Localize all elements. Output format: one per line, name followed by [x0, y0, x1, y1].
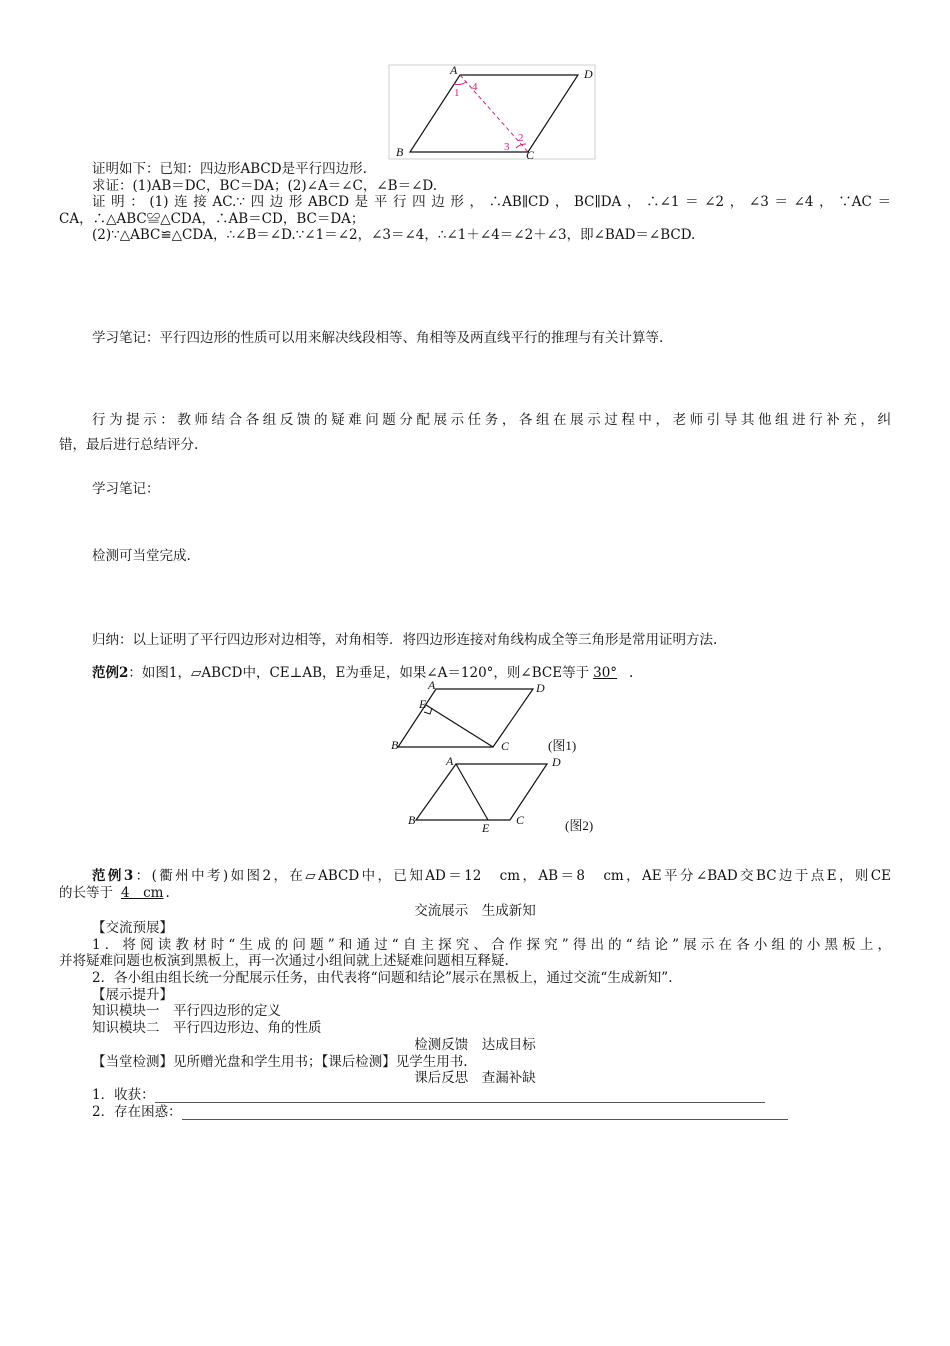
example-3-end: . — [165, 885, 170, 901]
label-d: D — [584, 67, 593, 81]
section-reflect-title: 课后反思 查漏补缺 — [414, 1070, 536, 1086]
angle-label-2: 2 — [518, 132, 524, 144]
proof-step2: (2)∵△ABC≌△CDA，∴∠B＝∠D.∵∠1＝∠2，∠3＝∠4，∴∠1＋∠4＝∠2＋∠3，即∠BAD＝∠BCD. — [92, 227, 696, 243]
example-3-answer: 4 cm — [121, 885, 164, 901]
figure-1-caption: (图1) — [548, 738, 577, 753]
angle-arc-c — [516, 144, 526, 148]
angle-label-1: 1 — [454, 87, 460, 99]
figure-1-label-e: E — [419, 697, 427, 711]
example-3-line2 — [59, 885, 170, 901]
preview-heading: 【交流预展】 — [92, 920, 173, 936]
study-note-2: 学习笔记： — [92, 481, 160, 497]
figure-1 — [388, 677, 628, 761]
example-3-text2: 的长等于 — [59, 885, 113, 901]
figure-2-parallelogram — [416, 764, 547, 820]
figure-2 — [400, 754, 625, 842]
label-b: B — [396, 145, 404, 159]
label-a: A — [450, 64, 458, 77]
reflect-gains-label: 1．收获： — [92, 1087, 155, 1103]
example-3-line1 — [92, 868, 891, 884]
example-2-end: . — [629, 665, 634, 681]
example-2-label: 范例2 — [92, 665, 129, 681]
top-parallelogram-figure — [388, 64, 598, 166]
section-exchange-title: 交流展示 生成新知 — [414, 903, 536, 919]
proof-given: 证明如下：已知：四边形ABCD是平行四边形. — [92, 161, 367, 177]
behavior-hint-line2: 错，最后进行总结评分. — [59, 437, 199, 453]
reflect-gains-blank[interactable] — [155, 1090, 765, 1103]
example-3-label: 范例3 — [92, 868, 134, 884]
figure-2-label-c: C — [516, 813, 525, 827]
figure-2-label-a: A — [446, 754, 454, 768]
knowledge-module-1: 知识模块一 平行四边形的定义 — [92, 1003, 281, 1019]
proof-prove: 求证：(1)AB＝DC，BC＝DA；(2)∠A＝∠C，∠B＝∠D. — [92, 178, 438, 194]
figure-1-label-d: D — [536, 681, 545, 695]
reflect-confusion-label: 2．存在困惑： — [92, 1104, 182, 1120]
figure-1-label-b: B — [391, 738, 399, 752]
figure-2-label-e: E — [482, 821, 490, 835]
summary-text: 归纳：以上证明了平行四边形对边相等，对角相等．将四边形连接对角线构成全等三角形是常用证明方法. — [92, 632, 718, 648]
proof-step1-line1: 证明：(1)连接AC.∵四边形ABCD是平行四边形，∴AB∥CD，BC∥DA，∴∠1＝∠2，∠3＝∠4，∵AC＝ — [92, 194, 891, 210]
example-2-answer: 30° — [593, 665, 618, 681]
angle-label-4: 4 — [472, 81, 478, 93]
reflect-confusion — [92, 1104, 788, 1120]
knowledge-module-2: 知识模块二 平行四边形边、角的性质 — [92, 1020, 322, 1036]
reflect-gains — [92, 1087, 765, 1103]
figure-border — [389, 65, 595, 159]
example-2-text: ：如图1，▱ABCD中，CE⊥AB，E为垂足，如果∠A＝120°，则∠BCE等于 — [128, 665, 590, 681]
reflect-confusion-blank[interactable] — [182, 1107, 788, 1120]
preview-item-1-line1: 1．将阅读教材时“生成的问题”和通过“自主探究、合作探究”得出的“结论”展示在各小组的小黑板上， — [92, 937, 891, 953]
figure-2-caption: (图2) — [565, 818, 594, 833]
detect-note: 检测可当堂完成. — [92, 548, 191, 564]
figure-1-label-a: A — [428, 678, 436, 692]
figure-2-segment-ae — [456, 764, 488, 820]
figure-1-segment-ce — [426, 705, 493, 747]
improve-heading: 【展示提升】 — [92, 987, 173, 1003]
example-3-text: ：(衢州中考)如图2，在▱ABCD中，已知AD＝12 cm，AB＝8 cm，AE平分∠BAD交BC边于点E，则CE — [133, 868, 891, 884]
detect-line: 【当堂检测】见所赠光盘和学生用书；【课后检测】见学生用书. — [92, 1054, 468, 1070]
preview-item-2: 2．各小组由组长统一分配展示任务，由代表将“问题和结论”展示在黑板上，通过交流“生成新知”. — [92, 970, 673, 986]
proof-step1-line2: CA，∴△ABC≌△CDA，∴AB＝CD，BC＝DA； — [59, 211, 365, 227]
preview-item-1-line2: 并将疑难问题也板演到黑板上，再一次通过小组间就上述疑难问题相互释疑. — [59, 953, 509, 969]
study-note-1: 学习笔记：平行四边形的性质可以用来解决线段相等、角相等及两直线平行的推理与有关计算等. — [92, 330, 664, 346]
behavior-hint-line1: 行为提示：教师结合各组反馈的疑难问题分配展示任务，各组在展示过程中，老师引导其他组进行补充，纠 — [92, 412, 891, 428]
figure-2-label-d: D — [552, 755, 561, 769]
figure-1-label-c: C — [501, 739, 510, 753]
section-feedback-title: 检测反馈 达成目标 — [414, 1037, 536, 1053]
figure-2-label-b: B — [408, 813, 416, 827]
angle-label-3: 3 — [504, 141, 510, 153]
label-c: C — [526, 148, 535, 162]
